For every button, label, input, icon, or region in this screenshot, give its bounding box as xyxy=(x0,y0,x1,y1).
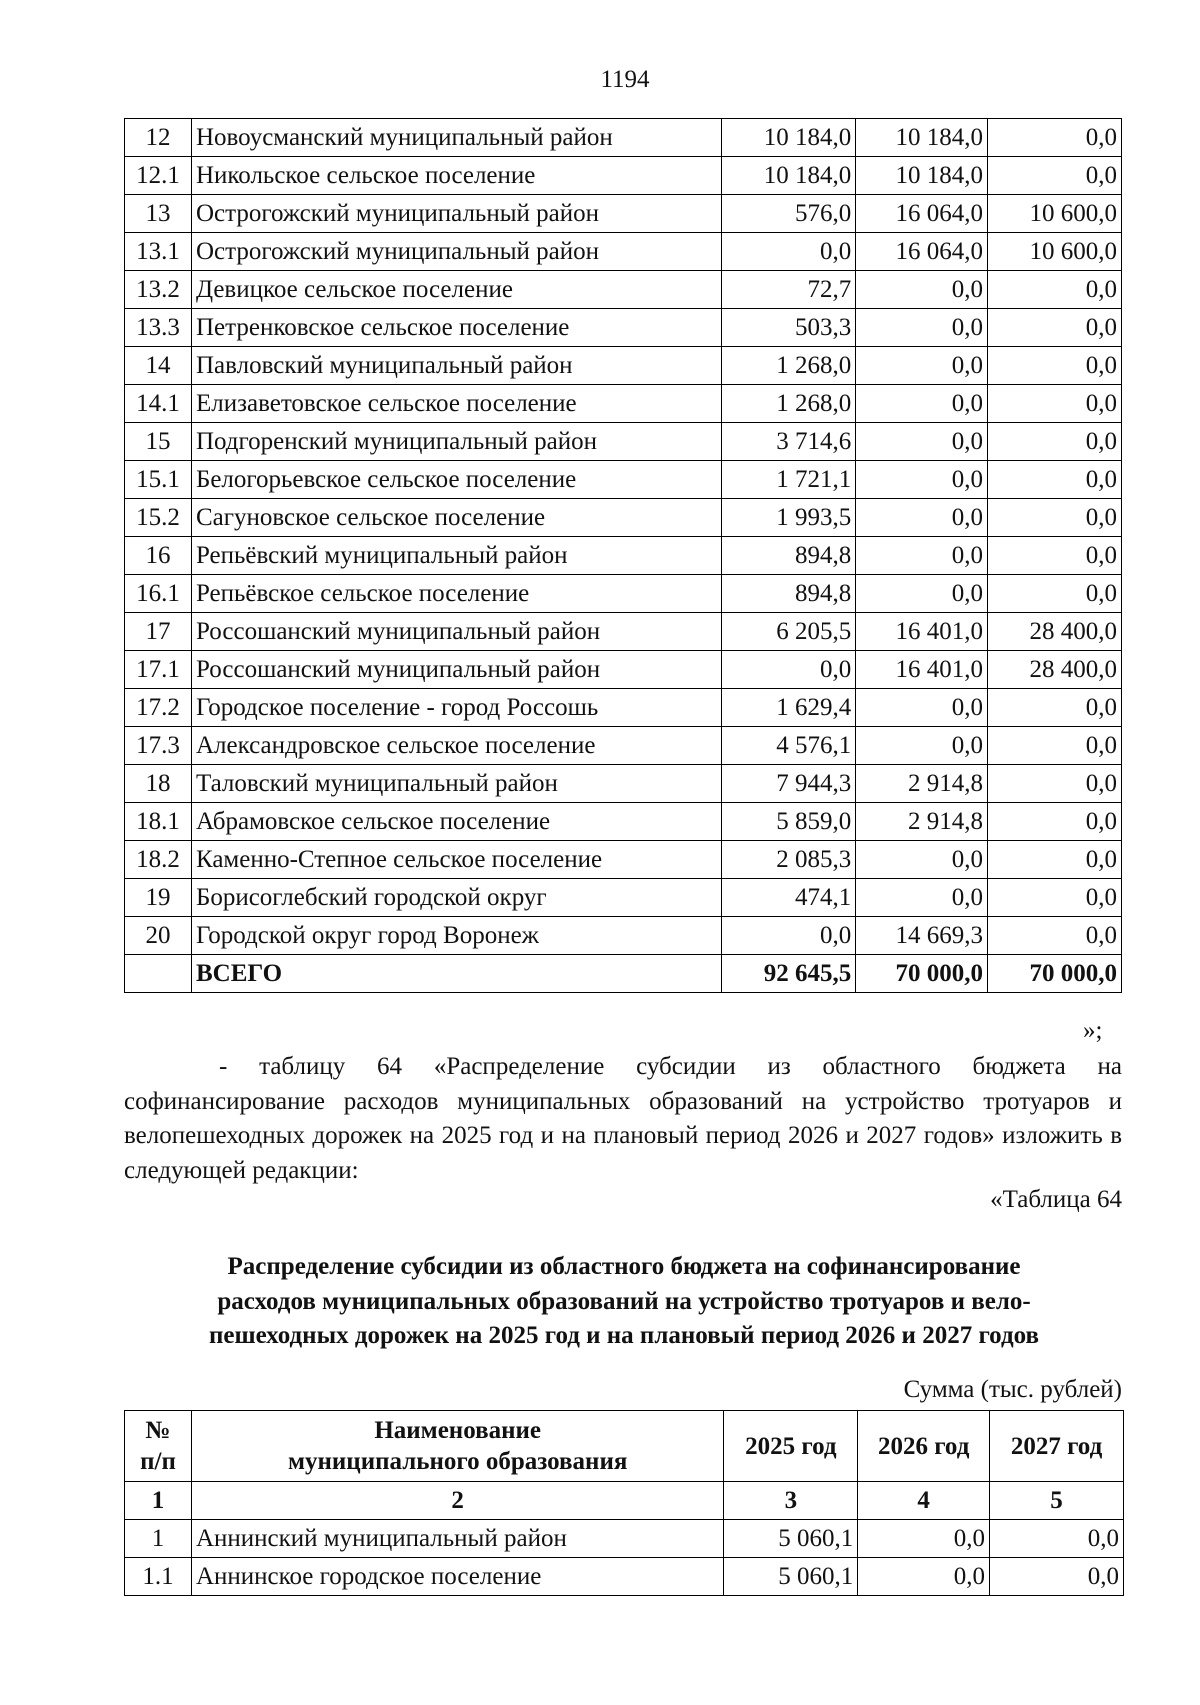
table-row xyxy=(125,1520,1124,1558)
col-number: 4 xyxy=(858,1482,990,1520)
table-row xyxy=(125,575,1122,613)
value-2026: 14 669,3 xyxy=(856,917,988,955)
municipality-name: Острогожский муниципальный район xyxy=(191,233,721,271)
amendment-paragraph xyxy=(124,1050,1122,1188)
value-2027: 0,0 xyxy=(988,499,1122,537)
row-number: 13.2 xyxy=(125,271,192,309)
municipality-name: Петренковское сельское поселение xyxy=(191,309,721,347)
value-2027: 0,0 xyxy=(988,347,1122,385)
value-2025: 2 085,3 xyxy=(722,841,856,879)
value-2027: 0,0 xyxy=(990,1558,1124,1596)
value-2026: 0,0 xyxy=(856,347,988,385)
value-2025: 894,8 xyxy=(722,537,856,575)
value-2027: 0,0 xyxy=(988,119,1122,157)
value-2027: 0,0 xyxy=(990,1520,1124,1558)
value-2025: 1 268,0 xyxy=(722,385,856,423)
value-2026: 0,0 xyxy=(856,309,988,347)
table-row xyxy=(125,651,1122,689)
col-number: 5 xyxy=(990,1482,1124,1520)
value-2026: 16 064,0 xyxy=(856,233,988,271)
value-2027: 0,0 xyxy=(988,765,1122,803)
municipality-name: Россошанский муниципальный район xyxy=(191,651,721,689)
table-row xyxy=(125,157,1122,195)
row-number: 17 xyxy=(125,613,192,651)
column-number-row xyxy=(125,1482,1124,1520)
municipality-name: Белогорьевское сельское поселение xyxy=(191,461,721,499)
subsidy-table-64 xyxy=(124,1410,1124,1596)
municipality-name: Никольское сельское поселение xyxy=(191,157,721,195)
value-2027: 0,0 xyxy=(988,309,1122,347)
table-row xyxy=(125,461,1122,499)
row-number: 14 xyxy=(125,347,192,385)
table-row xyxy=(125,765,1122,803)
municipality-name: Острогожский муниципальный район xyxy=(191,195,721,233)
value-2025: 4 576,1 xyxy=(722,727,856,765)
heading-line: Распределение субсидии из областного бюджета на софинансирование xyxy=(227,1253,1021,1280)
total-label: ВСЕГО xyxy=(191,955,721,993)
table-row xyxy=(125,385,1122,423)
value-2026: 16 401,0 xyxy=(856,651,988,689)
value-2026: 16 064,0 xyxy=(856,195,988,233)
total-2025: 92 645,5 xyxy=(722,955,856,993)
value-2027: 0,0 xyxy=(988,575,1122,613)
subsidy-table-continued xyxy=(124,118,1122,993)
value-2026: 0,0 xyxy=(858,1520,990,1558)
municipality-name: Елизаветовское сельское поселение xyxy=(191,385,721,423)
total-row xyxy=(125,955,1122,993)
table-row xyxy=(125,689,1122,727)
table-row xyxy=(125,803,1122,841)
row-number: 12.1 xyxy=(125,157,192,195)
row-number: 1 xyxy=(125,1520,192,1558)
header-2027: 2027 год xyxy=(990,1411,1124,1482)
row-number: 13 xyxy=(125,195,192,233)
page-number: 1194 xyxy=(600,66,650,93)
row-number: 15 xyxy=(125,423,192,461)
value-2025: 1 268,0 xyxy=(722,347,856,385)
municipality-name: Сагуновское сельское поселение xyxy=(191,499,721,537)
municipality-name: Борисоглебский городской округ xyxy=(191,879,721,917)
row-number: 12 xyxy=(125,119,192,157)
municipality-name: Новоусманский муниципальный район xyxy=(191,119,721,157)
row-number: 17.1 xyxy=(125,651,192,689)
table-row xyxy=(125,499,1122,537)
value-2027: 10 600,0 xyxy=(988,195,1122,233)
value-2025: 0,0 xyxy=(722,651,856,689)
row-number: 14.1 xyxy=(125,385,192,423)
total-2026: 70 000,0 xyxy=(856,955,988,993)
value-2026: 0,0 xyxy=(856,537,988,575)
value-2025: 72,7 xyxy=(722,271,856,309)
table-row xyxy=(125,841,1122,879)
value-2025: 5 859,0 xyxy=(722,803,856,841)
value-2025: 474,1 xyxy=(722,879,856,917)
value-2026: 16 401,0 xyxy=(856,613,988,651)
table-row xyxy=(125,233,1122,271)
municipality-name: Аннинский муниципальный район xyxy=(191,1520,723,1558)
table-label: «Таблица 64 xyxy=(990,1186,1122,1213)
value-2026: 10 184,0 xyxy=(856,157,988,195)
col-number: 1 xyxy=(125,1482,192,1520)
table-row xyxy=(125,271,1122,309)
closing-quote: »; xyxy=(1083,1017,1103,1044)
value-2025: 1 721,1 xyxy=(722,461,856,499)
value-2025: 894,8 xyxy=(722,575,856,613)
value-2026: 0,0 xyxy=(856,575,988,613)
row-number: 18 xyxy=(125,765,192,803)
heading-line: расходов муниципальных образований на устройство тротуаров и вело- xyxy=(217,1287,1031,1315)
value-2026: 0,0 xyxy=(858,1558,990,1596)
municipality-name: Репьёвское сельское поселение xyxy=(191,575,721,613)
municipality-name: Городское поселение - город Россошь xyxy=(191,689,721,727)
value-2027: 0,0 xyxy=(988,841,1122,879)
value-2025: 1 993,5 xyxy=(722,499,856,537)
row-number: 17.2 xyxy=(125,689,192,727)
col-number: 3 xyxy=(724,1482,858,1520)
value-2027: 0,0 xyxy=(988,385,1122,423)
value-2027: 0,0 xyxy=(988,917,1122,955)
table-row xyxy=(125,613,1122,651)
value-2027: 0,0 xyxy=(988,803,1122,841)
header-name: Наименование муниципального образования xyxy=(191,1411,723,1482)
table-row xyxy=(125,423,1122,461)
row-number: 13.3 xyxy=(125,309,192,347)
table-row xyxy=(125,917,1122,955)
table-row xyxy=(125,309,1122,347)
value-2026: 0,0 xyxy=(856,271,988,309)
value-2026: 0,0 xyxy=(856,879,988,917)
value-2025: 7 944,3 xyxy=(722,765,856,803)
row-number xyxy=(125,955,192,993)
municipality-name: Каменно-Степное сельское поселение xyxy=(191,841,721,879)
value-2026: 10 184,0 xyxy=(856,119,988,157)
row-number: 18.2 xyxy=(125,841,192,879)
header-num: № п/п xyxy=(125,1411,192,1482)
row-number: 15.1 xyxy=(125,461,192,499)
municipality-name: Россошанский муниципальный район xyxy=(191,613,721,651)
units-label: Сумма (тыс. рублей) xyxy=(903,1376,1122,1403)
value-2027: 0,0 xyxy=(988,727,1122,765)
value-2026: 2 914,8 xyxy=(856,803,988,841)
value-2025: 576,0 xyxy=(722,195,856,233)
value-2025: 10 184,0 xyxy=(722,157,856,195)
value-2027: 0,0 xyxy=(988,423,1122,461)
row-number: 17.3 xyxy=(125,727,192,765)
municipality-name: Аннинское городское поселение xyxy=(191,1558,723,1596)
value-2027: 0,0 xyxy=(988,879,1122,917)
row-number: 15.2 xyxy=(125,499,192,537)
value-2027: 28 400,0 xyxy=(988,651,1122,689)
value-2027: 10 600,0 xyxy=(988,233,1122,271)
value-2025: 10 184,0 xyxy=(722,119,856,157)
table-row xyxy=(125,347,1122,385)
row-number: 13.1 xyxy=(125,233,192,271)
value-2025: 0,0 xyxy=(722,233,856,271)
amendment-text: - таблицу 64 «Распределение субсидии из областного бюджета на софинансирование расходов муниципальных образований на устройство тротуаров и велопешеходных дорожек на 2025 год и на плановый период 2026 и 2027 годов» изложить в следующей редакции: xyxy=(124,1053,1122,1184)
municipality-name: Таловский муниципальный район xyxy=(191,765,721,803)
value-2027: 0,0 xyxy=(988,689,1122,727)
municipality-name: Абрамовское сельское поселение xyxy=(191,803,721,841)
value-2026: 0,0 xyxy=(856,423,988,461)
row-number: 18.1 xyxy=(125,803,192,841)
row-number: 20 xyxy=(125,917,192,955)
value-2025: 1 629,4 xyxy=(722,689,856,727)
municipality-name: Девицкое сельское поселение xyxy=(191,271,721,309)
value-2025: 5 060,1 xyxy=(724,1558,858,1596)
value-2025: 6 205,5 xyxy=(722,613,856,651)
table-row xyxy=(125,195,1122,233)
value-2025: 0,0 xyxy=(722,917,856,955)
row-number: 16 xyxy=(125,537,192,575)
table-row xyxy=(125,879,1122,917)
row-number: 16.1 xyxy=(125,575,192,613)
table-row xyxy=(125,727,1122,765)
header-2026: 2026 год xyxy=(858,1411,990,1482)
municipality-name: Городской округ город Воронеж xyxy=(191,917,721,955)
value-2027: 0,0 xyxy=(988,271,1122,309)
municipality-name: Павловский муниципальный район xyxy=(191,347,721,385)
value-2025: 503,3 xyxy=(722,309,856,347)
total-2027: 70 000,0 xyxy=(988,955,1122,993)
value-2027: 0,0 xyxy=(988,461,1122,499)
value-2027: 28 400,0 xyxy=(988,613,1122,651)
value-2025: 5 060,1 xyxy=(724,1520,858,1558)
table-row xyxy=(125,537,1122,575)
table-heading xyxy=(124,1250,1124,1354)
value-2026: 0,0 xyxy=(856,385,988,423)
value-2026: 0,0 xyxy=(856,841,988,879)
municipality-name: Подгоренский муниципальный район xyxy=(191,423,721,461)
row-number: 19 xyxy=(125,879,192,917)
col-number: 2 xyxy=(191,1482,723,1520)
header-2025: 2025 год xyxy=(724,1411,858,1482)
municipality-name: Александровское сельское поселение xyxy=(191,727,721,765)
value-2026: 0,0 xyxy=(856,689,988,727)
value-2026: 0,0 xyxy=(856,461,988,499)
value-2025: 3 714,6 xyxy=(722,423,856,461)
table-row xyxy=(125,119,1122,157)
row-number: 1.1 xyxy=(125,1558,192,1596)
table-header-row xyxy=(125,1411,1124,1482)
table-row xyxy=(125,1558,1124,1596)
heading-line: пешеходных дорожек на 2025 год и на плановый период 2026 и 2027 годов xyxy=(208,1322,1039,1349)
value-2026: 0,0 xyxy=(856,499,988,537)
value-2027: 0,0 xyxy=(988,157,1122,195)
value-2027: 0,0 xyxy=(988,537,1122,575)
value-2026: 0,0 xyxy=(856,727,988,765)
municipality-name: Репьёвский муниципальный район xyxy=(191,537,721,575)
value-2026: 2 914,8 xyxy=(856,765,988,803)
